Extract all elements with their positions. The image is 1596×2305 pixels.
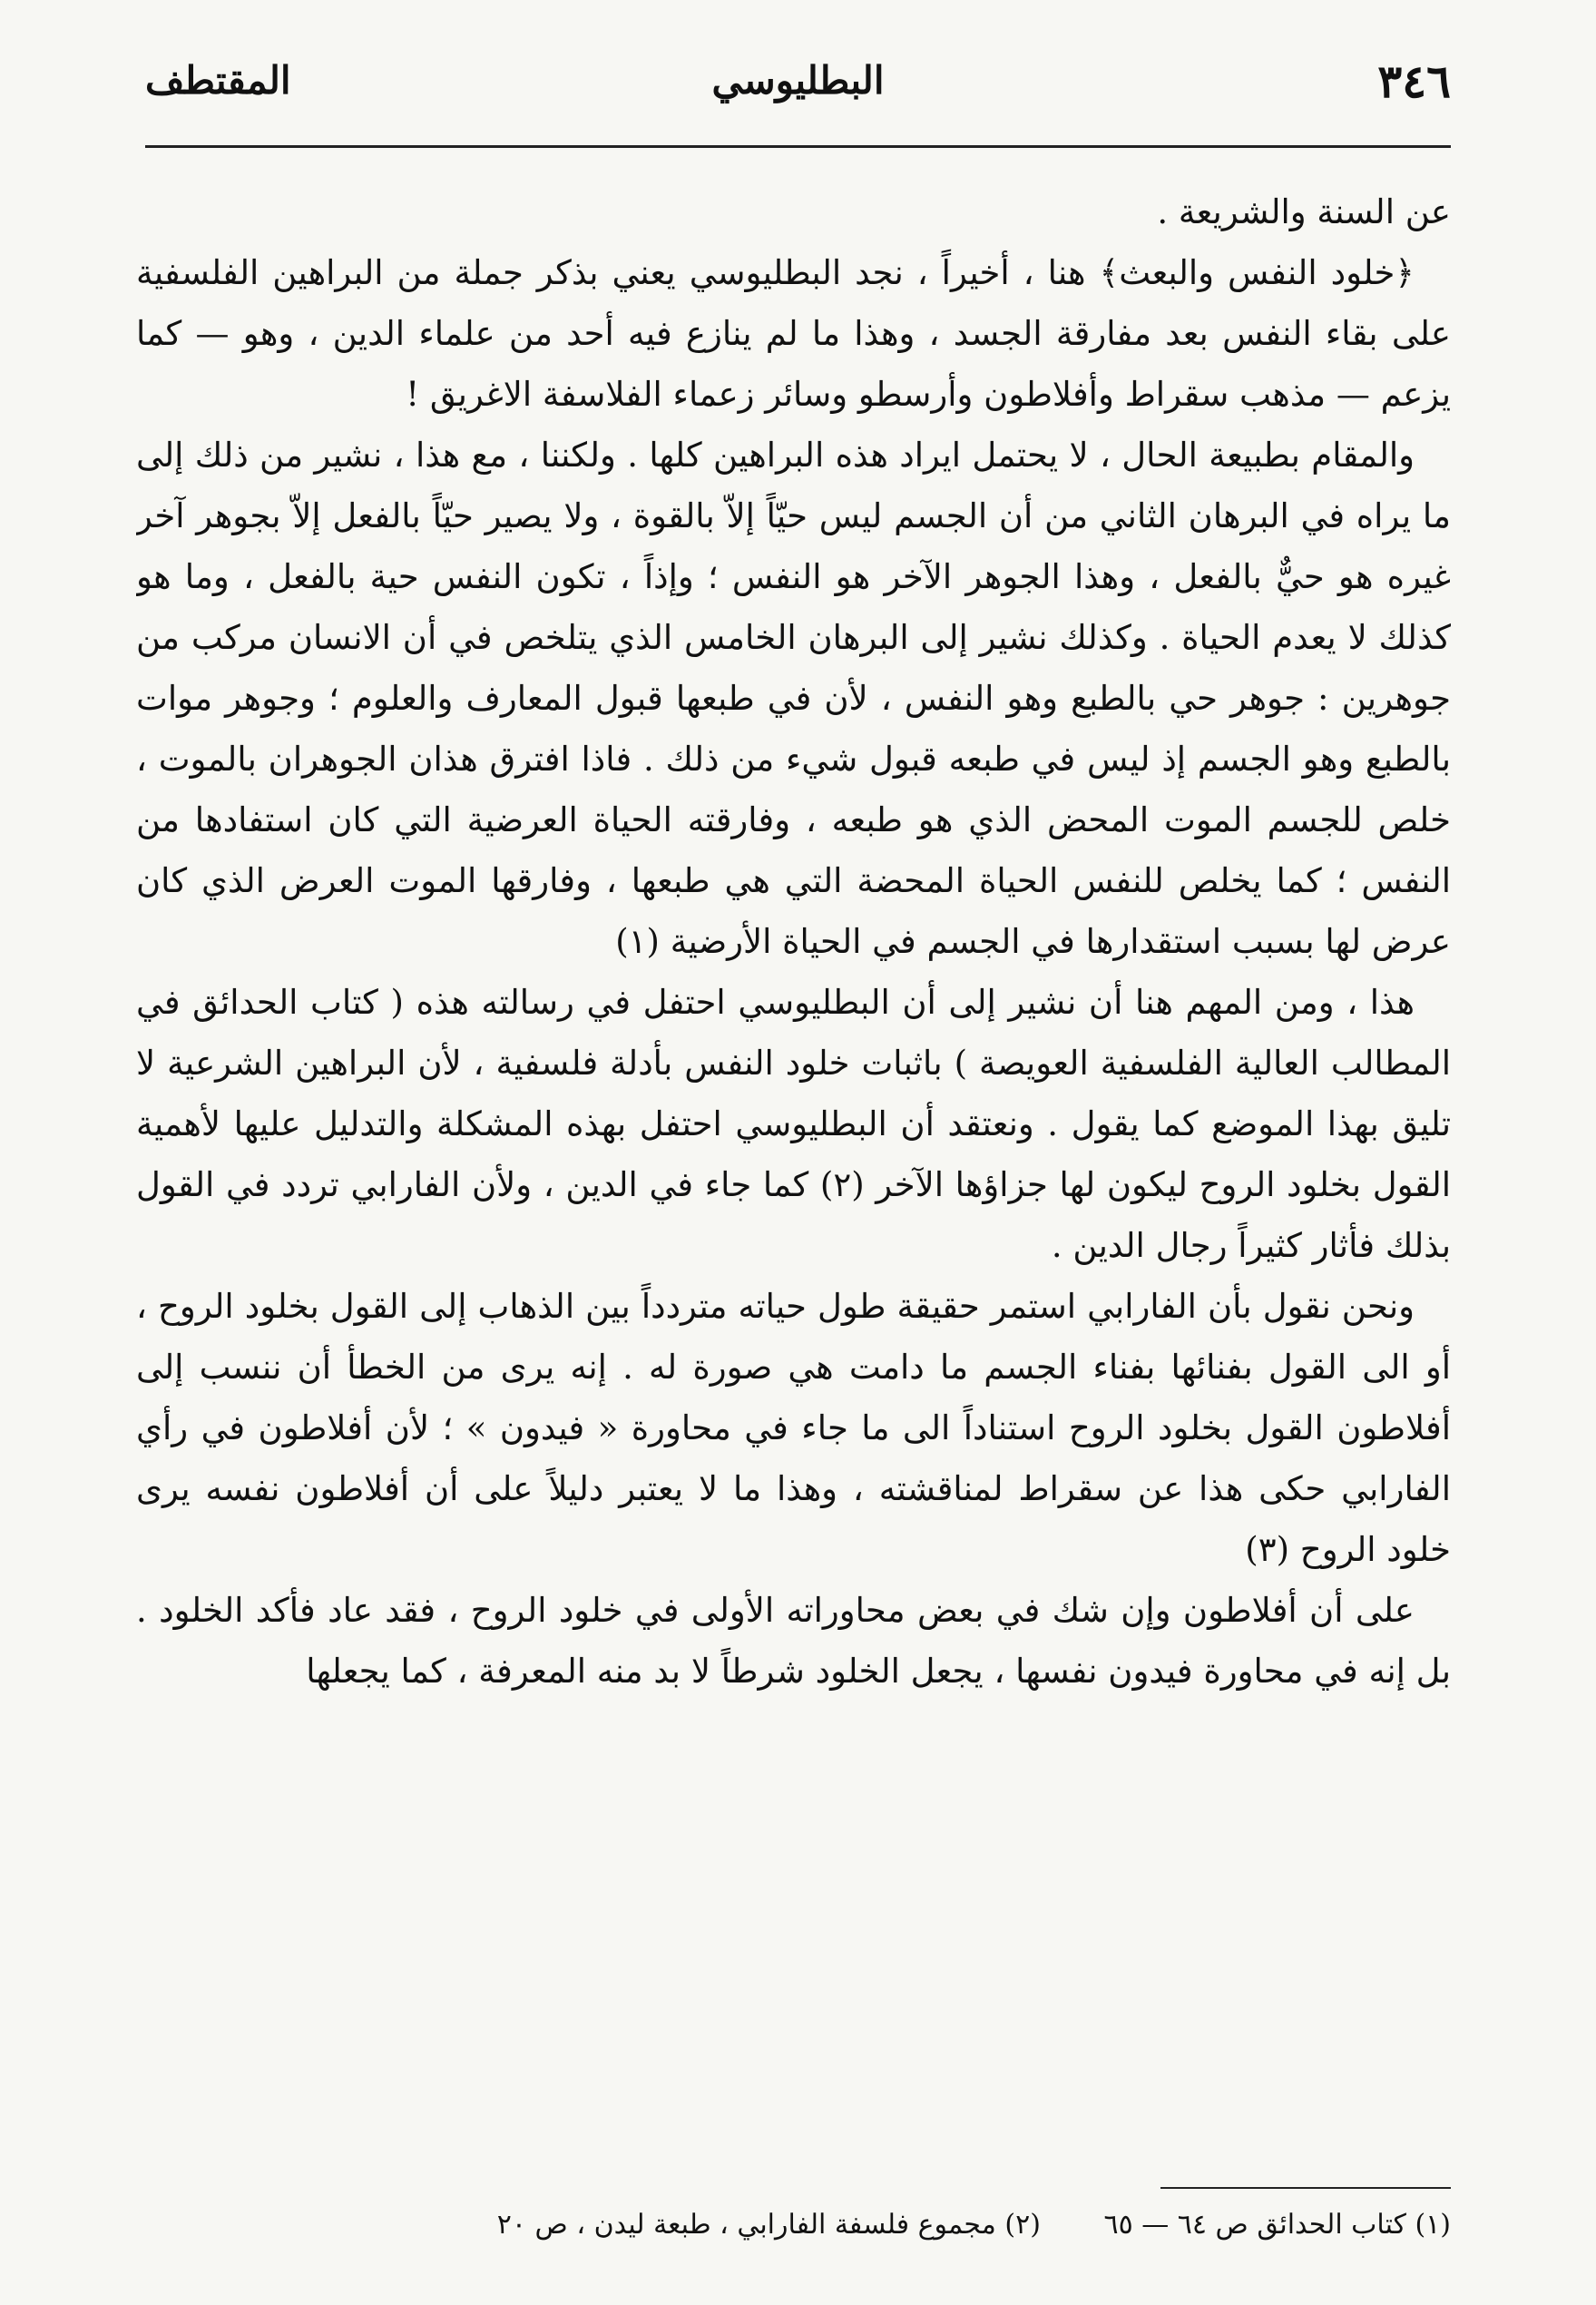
running-title: البطليوسي [711, 58, 885, 103]
paragraph: والمقام بطبيعة الحال ، لا يحتمل ايراد هذه البراهين كلها . ولكننا ، مع هذا ، نشير من ذلك إلى ما يراه في البرهان الثاني من أن الجسم ليس حيّاً إلاّ بالقوة ، ولا يصير حيّاً بالفعل إلاّ بجوهر آخر غيره هو حيٌّ بالفعل ، وهذا الجوهر الآخر هو النفس ؛ وإذاً ، تكون النفس حية بالفعل ، وما هو كذلك لا يعدم الحياة . وكذلك نشير إلى البرهان الخامس الذي يتلخص في أن الانسان مركب من جوهرين : جوهر حي بالطبع وهو النفس ، لأن في طبعها قبول المعارف والعلوم ؛ وجوهر موات بالطبع وهو الجسم إذ ليس في طبعه قبول شيء من ذلك . فاذا افترق هذان الجوهران بالموت ، خلص للجسم الموت المحض الذي هو طبعه ، وفارقته الحياة العرضية التي كان استفادها من النفس ؛ كما يخلص للنفس الحياة المحضة التي هي طبعها ، وفارقها الموت العرض الذي كان عرض لها بسبب استقدارها في الجسم في الحياة الأرضية (١) [136, 436, 1451, 961]
footnotes [227, 2205, 1451, 2245]
body-text [136, 181, 1451, 2178]
header-divider [145, 145, 1451, 148]
footnote: (١) كتاب الحدائق ص ٦٤ — ٦٥ [1103, 2209, 1451, 2241]
paragraph: على أن أفلاطون وإن شك في بعض محاوراته الأولى في خلود الروح ، فقد عاد فأكد الخلود . بل إنه في محاورة فيدون نفسها ، يجعل الخلود شرطاً لا بد منه المعرفة ، كما يجعلها [136, 1591, 1451, 1691]
paragraph: هذا ، ومن المهم هنا أن نشير إلى أن البطليوسي احتفل في رسالته هذه ( كتاب الحدائق في المطالب العالية الفلسفية العويصة ) باثبات خلود النفس بأدلة فلسفية ، لأن البراهين الشرعية لا تليق بهذا الموضع كما يقول . ونعتقد أن البطليوسي احتفل بهذه المشكلة والتدليل عليها لأهمية القول بخلود الروح ليكون لها جزاؤها الآخر (٢) كما جاء في الدين ، ولأن الفارابي تردد في القول بذلك فأثار كثيراً رجال الدين . [136, 983, 1451, 1265]
footnote: (٢) مجموع فلسفة الفارابي ، طبعة ليدن ، ص ٢٠ [496, 2209, 1041, 2241]
running-head [145, 54, 1451, 127]
journal-name: المقتطف [145, 58, 291, 103]
paragraph: ﴿خلود النفس والبعث﴾ هنا ، أخيراً ، نجد البطليوسي يعني بذكر جملة من البراهين الفلسفية على بقاء النفس بعد مفارقة الجسد ، وهذا ما لم ينازع فيه أحد من علماء الدين ، وهو — كما يزعم — مذهب سقراط وأفلاطون وأرسطو وسائر زعماء الفلاسفة الاغريق ! [136, 253, 1451, 414]
paragraph: ونحن نقول بأن الفارابي استمر حقيقة طول حياته متردداً بين الذهاب إلى القول بخلود الروح ، أو الى القول بفنائها بفناء الجسم ما دامت هي صورة له . إنه يرى من الخطأ أن ننسب إلى أفلاطون القول بخلود الروح استناداً الى ما جاء في محاورة « فيدون » ؛ لأن أفلاطون في رأي الفارابي حكى هذا عن سقراط لمناقشته ، وهذا ما لا يعتبر دليلاً على أن أفلاطون نفسه يرى خلود الروح (٣) [136, 1287, 1451, 1569]
page-number: ٣٤٦ [1377, 54, 1451, 108]
footnote-divider [1160, 2187, 1451, 2189]
paragraph: عن السنة والشريعة . [1157, 192, 1451, 231]
